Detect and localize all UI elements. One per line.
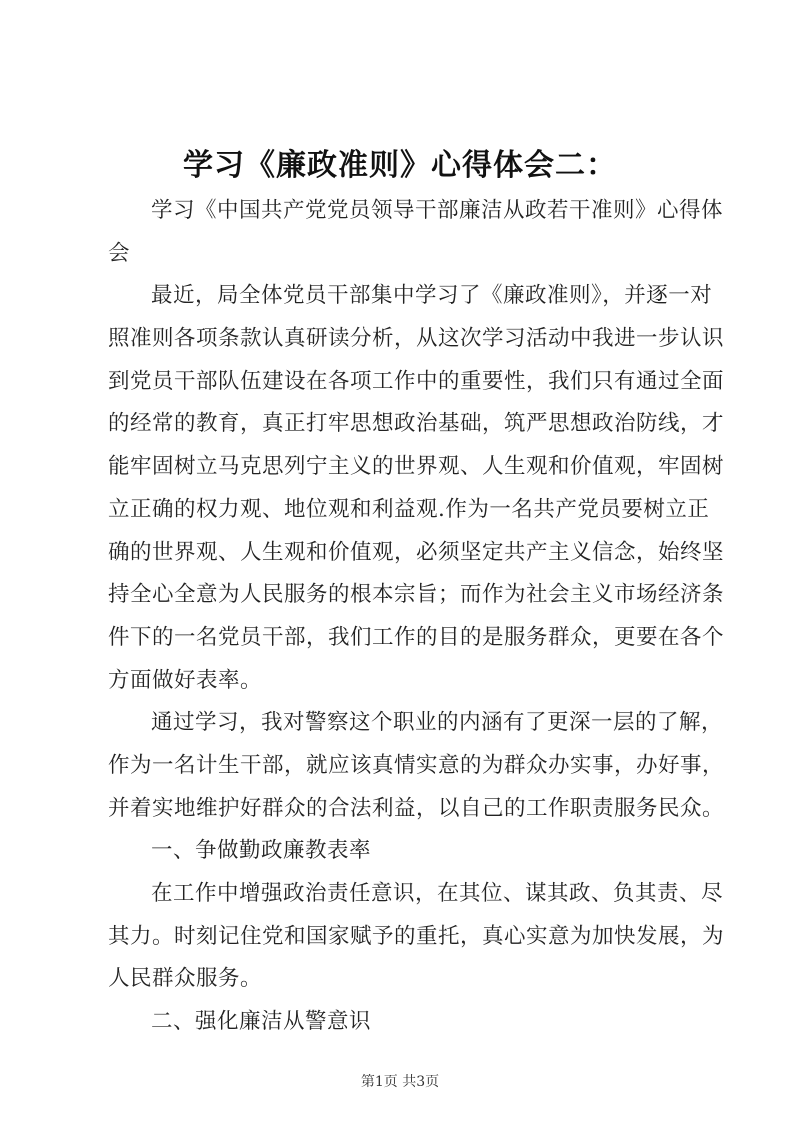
text-line: 最近，局全体党员干部集中学习了《廉政准则》，并逐一对 bbox=[151, 283, 713, 309]
text-line: 作为一名计生干部，就应该真情实意的为群众办实事，办好事， bbox=[108, 752, 725, 778]
text-line: 确的世界观、人生观和价值观，必须坚定共产主义信念，始终坚 bbox=[108, 539, 725, 565]
document-title: 学习《廉政准则》心得体会二： bbox=[183, 148, 617, 183]
text-line: 立正确的权力观、地位观和利益观.作为一名共产党员要树立正 bbox=[108, 496, 710, 522]
text-line: 人民群众服务。 bbox=[108, 966, 263, 992]
text-line: 会 bbox=[108, 240, 131, 266]
document-body bbox=[108, 190, 725, 1044]
text-line: 通过学习，我对警察这个职业的内涵有了更深一层的了解， bbox=[151, 710, 724, 736]
text-line: 二、强化廉洁从警意识 bbox=[151, 1009, 372, 1035]
text-line: 其力。时刻记住党和国家赋予的重托，真心实意为加快发展，为 bbox=[108, 923, 725, 949]
text-line: 照准则各项条款认真研读分析，从这次学习活动中我进一步认识 bbox=[108, 326, 725, 352]
text-line: 到党员干部队伍建设在各项工作中的重要性，我们只有通过全面 bbox=[108, 368, 725, 394]
text-line: 持全心全意为人民服务的根本宗旨；而作为社会主义市场经济条 bbox=[108, 582, 725, 608]
text-line: 方面做好表率。 bbox=[108, 667, 263, 693]
text-line: 件下的一名党员干部，我们工作的目的是服务群众，更要在各个 bbox=[108, 624, 725, 650]
text-line: 学习《中国共产党党员领导干部廉洁从政若干准则》心得体 bbox=[151, 198, 724, 223]
text-line: 能牢固树立马克思列宁主义的世界观、人生观和价值观，牢固树 bbox=[108, 454, 725, 480]
text-line: 一、争做勤政廉教表率 bbox=[151, 838, 372, 864]
text-line: 的经常的教育，真正打牢思想政治基础，筑严思想政治防线，才 bbox=[108, 411, 725, 437]
text-line: 在工作中增强政治责任意识，在其位、谋其政、负其责、尽 bbox=[151, 881, 724, 906]
page-footer: 第1页 共3页 bbox=[360, 1074, 440, 1090]
text-line: 并着实地维护好群众的合法利益，以自己的工作职责服务民众。 bbox=[108, 795, 725, 821]
